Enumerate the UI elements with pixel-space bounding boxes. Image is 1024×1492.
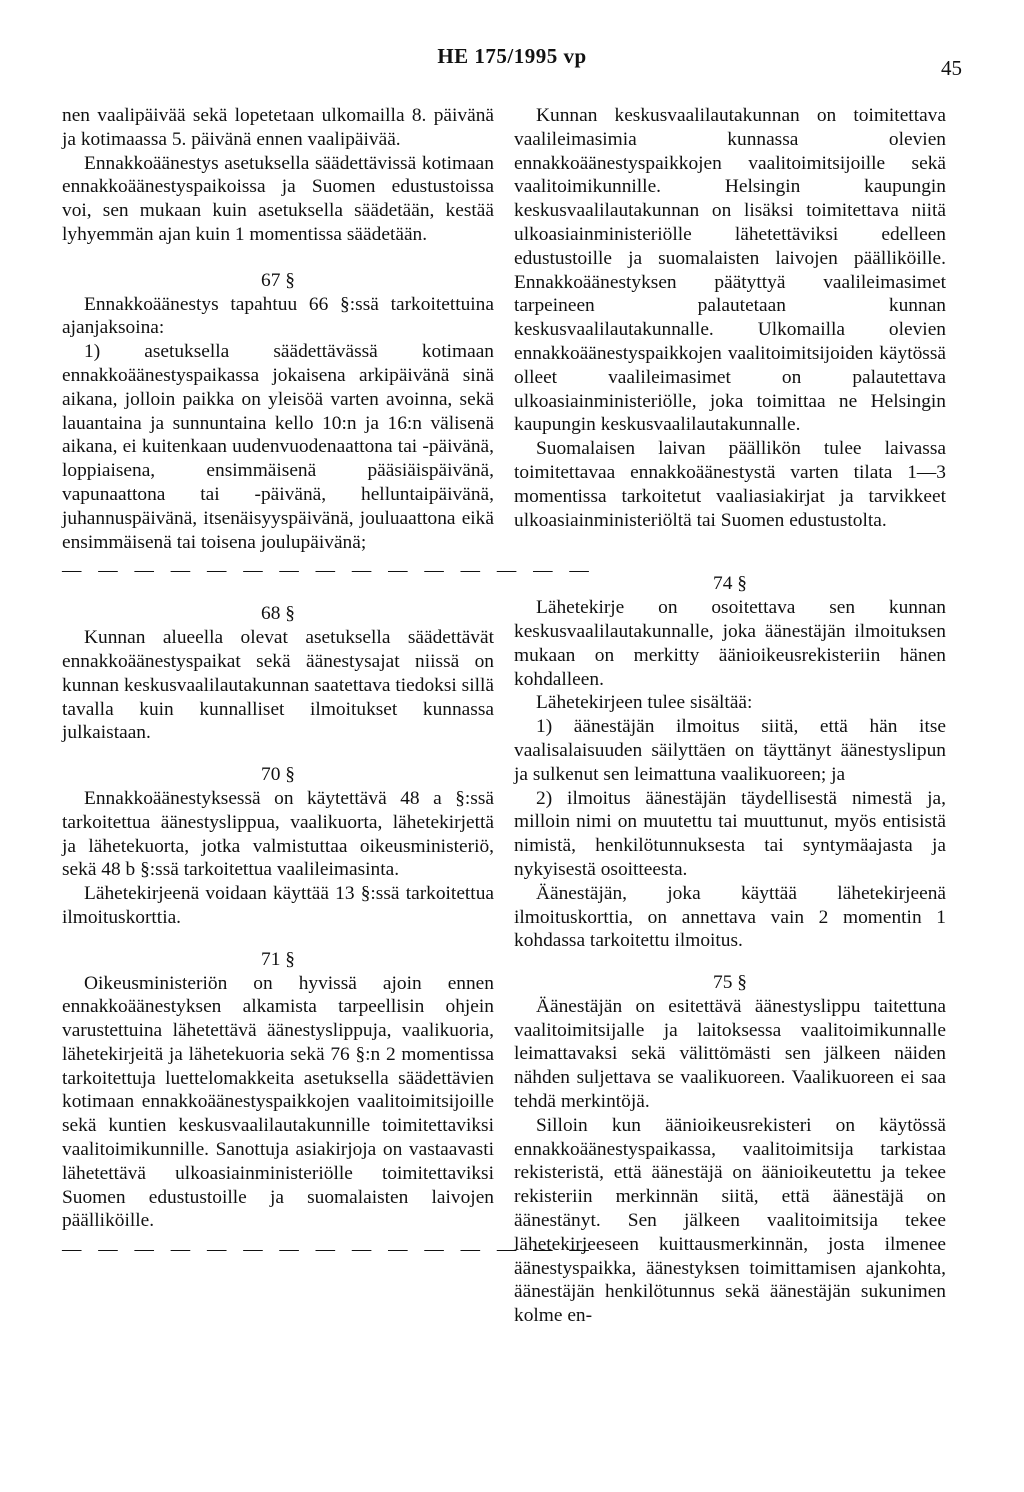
- omission-dashes-1: — — — — — — — — — — — — — — —: [62, 560, 595, 582]
- section-70-paragraph-1: Ennakkoäänestyksessä on käytettävä 48 a §:ssä tarkoitettua äänestyslippua, vaalikuorta, lähetekirjettä ja lähetekuorta, jotka valmistuttaa oikeusministeriö, sekä 48 b §:ssä tarkoitettua vaalileimasinta.: [62, 787, 494, 881]
- section-67-heading: 67 §: [261, 269, 295, 291]
- section-74-heading: 74 §: [713, 573, 747, 595]
- section-74-paragraph-5: Äänestäjän, joka käyttää lähetekirjeenä ilmoituskorttia, on annettava vain 2 momentin 1 kohdassa tarkoitettu ilmoitus.: [514, 882, 946, 952]
- section-75-heading: 75 §: [713, 972, 747, 994]
- section-67-paragraph-1: Ennakkoäänestys tapahtuu 66 §:ssä tarkoitettuina ajanjaksoina:: [62, 293, 494, 339]
- document-header-title: HE 175/1995 vp: [437, 44, 587, 68]
- section-70-paragraph-2: Lähetekirjeenä voidaan käyttää 13 §:ssä tarkoitettua ilmoituskorttia.: [62, 883, 494, 928]
- section-74-paragraph-1: Lähetekirje on osoitettava sen kunnan keskusvaalilautakunnalle, joka äänestäjän ilmoituksen mukaan on merkitty äänioikeusrekisteriin hänen kohdalleen.: [514, 597, 946, 690]
- right-column: [514, 104, 946, 1328]
- page-number: 45: [941, 56, 962, 80]
- section-74-paragraph-2: Lähetekirjeen tulee sisältää:: [536, 692, 753, 714]
- left-column: [62, 104, 595, 1261]
- section-67-paragraph-2: 1) asetuksella säädettävässä kotimaan ennakkoäänestyspaikassa jokaisena arkipäivänä sinä aikana, jolloin paikka on yleisöä varten avoinna, sekä lauantaina ja sunnuntaina kello 10:n ja 16:n välisenä aikana, ei kuitenkaan uudenvuodenaattona tai -päivänä, loppiaisena, ensimmäisenä pääsiäispäivänä, vapunaattona tai -päivänä, helluntaipäivänä, juhannuspäivänä, itsenäisyyspäivänä, jouluaattona eikä ensimmäisenä tai toisena joulupäivänä;: [62, 341, 494, 553]
- paragraph-advance-voting-duration: Ennakkoäänestys asetuksella säädettävissä kotimaan ennakkoäänestyspaikoissa ja Suomen edustustoissa voi, sen mukaan kuin asetuksella säädetään, kestää lyhyemmän ajan kuin 1 momentissa säädetään.: [62, 152, 494, 245]
- section-71-paragraph-1: Oikeusministeriön on hyvissä ajoin ennen ennakkoäänestyksen alkamista tarpeellisin ohjein varustettuina lähetettävä äänestyslippuja, vaalikuoria, lähetekirjeitä ja lähetekuoria sekä 76 §:n 2 momentissa tarkoitettuja luettelomakkeita asetuksella säädettävien kotimaan ennakkoäänestyspaikkojen vaalitoimitsijoille sekä kuntien keskusvaalilautakunnille toimitettaviksi vaalitoimikunnille. Sanottuja asiakirjoja on vastaavasti lähetettävä ulkoasiainministeriölle toimitettaviksi Suomen edustustoille ja suomalaisten laivojen päälliköille.: [62, 972, 494, 1232]
- paragraph-intro: nen vaalipäivää sekä lopetetaan ulkomailla 8. päivänä ja kotimaassa 5. päivänä ennen vaalipäivää.: [62, 105, 494, 150]
- section-75-paragraph-2: Silloin kun äänioikeusrekisteri on käytössä ennakkoäänestyspaikassa, vaalitoimitsija tarkistaa rekisteristä, että äänestäjä on äänioikeutettu ja tekee rekisteriin merkinnän siitä, että äänestäjä on äänestänyt. Sen jälkeen vaalitoimitsija tekee lähetekirjeeseen kuittausmerkinnän, josta ilmenee äänestyspaikka, äänestyksen toimittamisen ajankohta, äänestäjän henkilötunnus sekä äänestäjän sukunimen kolme en-: [514, 1114, 946, 1327]
- section-71-heading: 71 §: [261, 948, 295, 970]
- section-74-paragraph-3: 1) äänestäjän ilmoitus siitä, että hän itse vaalisalaisuuden säilyttäen on täyttänyt äänestyslipun ja sulkenut sen leimattuna vaalikuoreen; ja: [514, 716, 946, 785]
- paragraph-vaalileimasimet: Kunnan keskusvaalilautakunnan on toimitettava vaalileimasimia kunnassa olevien ennakkoäänestyspaikkojen vaalitoimitsijoille sekä vaalitoimikunnille. Helsingin kaupungin keskusvaalilautakunnan on lisäksi toimitettava niitä ulkoasiainministeriölle lähetettäviksi edelleen edustustoille ja suomalaisten laivojen päälliköille. Ennakkoäänestyksen päätyttyä vaalileimasimet tarpeineen palautetaan kunnan keskusvaalilautakunnalle. Ulkomailla olevien ennakkoäänestyspaikkojen vaalitoimitsijoiden käytössä olleet vaalileimasimet on palautettava ulkoasiainministeriölle, joka toimittaa ne Helsingin kaupungin keskusvaalilautakunnalle.: [514, 105, 946, 436]
- section-68-paragraph-1: Kunnan alueella olevat asetuksella säädettävät ennakkoäänestyspaikat sekä äänestysajat niissä on kunnan keskusvaalilautakunnan saatettava tiedoksi sillä tavalla kuin kunnalliset ilmoitukset kunnassa julkaistaan.: [62, 627, 494, 744]
- section-70-heading: 70 §: [261, 764, 295, 786]
- section-75-paragraph-1: Äänestäjän on esitettävä äänestyslippu taitettuna vaalitoimitsijalle ja laitoksessa vaalitoimikunnalle leimattavaksi sekä välittömästi sen jälkeen näiden nähden suljettava se vaalikuoreen. Vaalikuoreen ei saa tehdä merkintöjä.: [514, 995, 946, 1113]
- section-68-heading: 68 §: [261, 603, 295, 625]
- section-74-paragraph-4: 2) ilmoitus äänestäjän täydellisestä nimestä ja, milloin nimi on muutettu tai muuttunut, myös entisistä nimistä, henkilötunnuksesta tai syntymäajasta ja nykyisestä osoitteesta.: [514, 787, 946, 880]
- omission-dashes-2: — — — — — — — — — — — — — — —: [62, 1239, 595, 1261]
- paragraph-ship-captain: Suomalaisen laivan päällikön tulee laivassa toimitettavaa ennakkoäänestystä varten tilata 1—3 momentissa tarkoitetut vaaliasiakirjat ja tarvikkeet ulkoasiainministeriöltä tai Suomen edustustolta.: [514, 438, 946, 531]
